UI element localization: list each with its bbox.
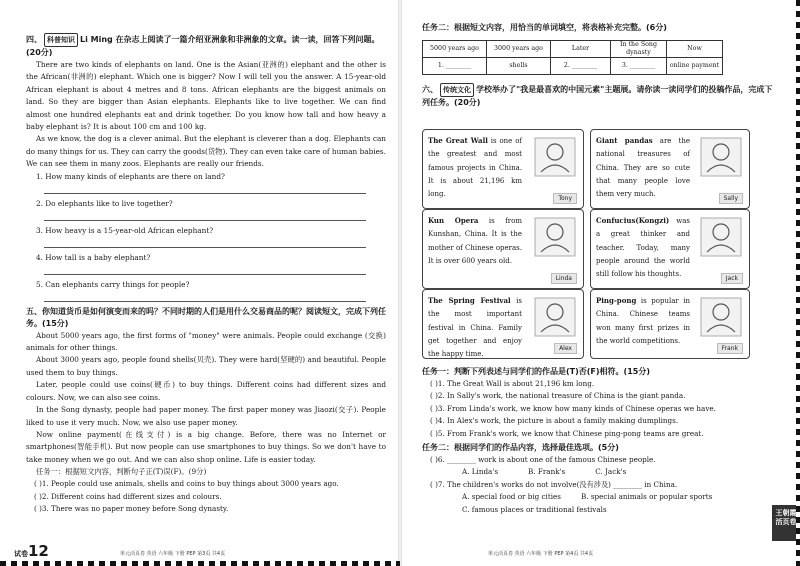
tf-item: ( )3. There was no paper money before Song dynasty. [34,503,229,513]
tf-item: ( )1. People could use animals, shells and coins to buy things about 3000 years ago. [34,479,339,489]
section5-task1: 任务一：根据短文内容，判断句子正(T)误(F)。(9分) [36,467,207,477]
question: 4. How tall is a baby elephant? [36,252,151,262]
section4-questions [26,171,386,302]
table-header-cell: 5000 years ago [423,41,487,58]
mc-option: B. special animals or popular sports [580,492,713,502]
right-dash-bar [796,0,800,566]
student-name: Alex [554,343,577,354]
card-title: Giant pandas [596,136,653,145]
section6-task2: 任务二：根据同学们的作品内容，选择最佳选项。(5分) [422,443,619,453]
page-badge: 试卷12 [14,542,49,560]
section6-tag: 传统文化 [440,83,474,97]
card-title: Ping-pong [596,296,637,305]
passage-paragraph: There are two kinds of elephants on land. One is the Asian(亚洲的) elephant and the other is the African(非洲的) elephant. Which one is bigger? Now I will tell you the answer. A 15-year-old African elephant is about 4 metres and 8 tons. African elephants are the biggest animals on land. So they are bigger than Asian elephants. Elephants like to live together. We can find almost one hundred elephants eat and drink together. Do you know how tall and how heavy a baby elephant is? It is about 100 cm and 100 kg. [26,60,386,132]
student-name: Frank [717,343,743,354]
student-card [422,209,584,289]
card-text [428,134,522,201]
tf-item: ( )2. In Sally's work, the national treasure of China is the giant panda. [430,391,686,401]
card-body: is popular in China. Chinese teams won many first prizes in the world competitions. [596,297,690,345]
section5-passage [26,330,386,466]
student-name: Sally [719,193,743,204]
right-footer: 单元活页卷 英语 六年级 下册 PEP 第4页 共4页 [488,551,594,557]
card-body: is the most important festival in China. Family get together and enjoy the happy time. [428,297,522,359]
section4-tag: 科普知识 [44,33,78,47]
card-title: Kun Opera [428,216,479,225]
tf-item: ( )2. Different coins had different sizes and colours. [34,491,222,501]
question: 2. Do elephants like to live together? [36,198,173,208]
mc-question-7: ( )7. The children's works do not involve(没有涉及) ________ in China. [430,479,678,489]
side-brand-label: 王朝霞 活页卷 [772,505,800,541]
question: 1. How many kinds of elephants are there on land? [36,171,225,181]
card-text [428,294,522,361]
section5-tf-list [26,478,386,515]
passage-paragraph: In the Song dynasty, people had paper money. The first paper money was Jiaozi(交子). People liked to use it very much. Now, we also use paper money. [26,405,386,427]
section4-heading: 四、 科普知识 Li Ming 在杂志上阅读了一篇介绍亚洲象和非洲象的文章。读一读，回答下列问题。(20分) [26,35,380,57]
confucius-icon [699,216,743,258]
student-name: Tony [553,193,577,204]
card-body: is from Kunshan, China. It is the mother of Chinese operas. It is over 600 years old. [428,217,522,265]
mc-question-6: ( )6. ________ work is about one of the famous Chinese people. [430,455,656,465]
passage-paragraph: About 3000 years ago, people found shells(贝壳). They were hard(坚硬的) and beautiful. People used them to buy things. [26,355,386,377]
card-title: The Great Wall [428,136,488,145]
answer-line [44,264,366,275]
card-text [596,294,690,348]
tf-item: ( )1. The Great Wall is about 21,196 km long. [430,379,595,388]
table-header-cell: Now [667,41,723,58]
answer-line [44,210,366,221]
opera-icon [533,216,577,258]
table-cell: shells [487,58,551,75]
great-wall-icon [533,136,577,178]
task2-heading: 任务二：根据短文内容，用恰当的单词填空，将表格补充完整。(6分) [422,23,667,32]
table-cell: online payment [667,58,723,75]
mc-option: B. Frank's [528,467,566,477]
table-cell: 3. ________ [611,58,667,75]
section6-task1: 任务一：判断下列表述与同学们的作品是(T)否(F)相符。(15分) [422,367,650,376]
panda-icon [699,136,743,178]
answer-line [44,183,366,194]
mc-option: C. famous places or traditional festivals [462,504,607,514]
passage-paragraph: About 5000 years ago, the first forms of "money" were animals. People could exchange (交换) animals for other things. [26,330,386,353]
table-cell: 1. ________ [423,58,487,75]
section5-heading: 五、你知道货币是如何演变而来的吗？不同时期的人们是用什么交易商品的呢？阅读短文，完成下列任务。(15分) [26,306,386,328]
card-text [596,214,690,281]
section6-tasks [422,366,780,516]
card-text [596,134,690,201]
answer-line [44,291,366,302]
student-name: Jack [721,273,743,284]
card-title: Confucius(Kongzi) [596,216,670,225]
table-header-cell: 3000 years ago [487,41,551,58]
tf-item: ( )5. From Frank's work, we know that Chinese ping-pong teams are great. [430,428,704,438]
mc-option: A. Linda's [462,467,499,477]
tf-item: ( )3. From Linda's work, we know how many kinds of Chinese operas we have. [430,403,716,413]
card-body: was a great thinker and teacher. Today, many people around the world still follow his thoughts. [596,217,690,279]
card-body: is one of the greatest and most famous projects in China. It is about 21,196 km long. [428,137,522,199]
tf-item: ( )4. In Alex's work, the picture is about a family making dumplings. [430,416,679,426]
answer-line [44,237,366,248]
table-cell: 2. ________ [551,58,611,75]
table-header-cell: Later [551,41,611,58]
ping-pong-icon [699,296,743,338]
mc-option: A. special food or big cities [462,492,561,502]
student-name: Linda [551,273,577,284]
money-table [422,40,723,75]
question: 3. How heavy is a 15-year-old African elephant? [36,225,214,235]
card-text [428,214,522,268]
student-card [590,209,750,289]
table-header-cell: In the Song dynasty [611,41,667,58]
student-card [422,289,584,359]
student-card [422,129,584,209]
card-body: are the national treasures of China. They are so cute that many people love them very much. [596,137,691,199]
passage-paragraph: Later, people could use coins(硬币) to buy things. Different coins had different sizes and colours. Now, we can also see coins. [26,380,386,402]
passage-paragraph: Now online payment(在线支付) is a big change. Before, there was no Internet or smartphones(智能手机). But now people can use smartphones to buy things. So we don't have to take money when we go out. And we can also shop online. Life is easier today. [26,429,386,464]
left-footer: 单元活页卷 英语 六年级 下册 PEP 第3页 共4页 [120,551,226,557]
section6-heading: 六、 传统文化 学校举办了"我是最喜欢的中国元素"主题展。请你读一读同学们的投稿作品，完成下列任务。(20分) [422,85,773,107]
passage-paragraph: As we know, the dog is a clever animal. But the elephant is cleverer than a dog. Elephants can do many things for us. They can carry the goods(货物). They can even take care of human babies. We can see them in many zoos. Elephants are really our friends. [26,134,386,169]
card-title: The Spring Festival [428,296,511,305]
student-card [590,289,750,359]
section4-passage [26,59,386,171]
spring-festival-icon [533,296,577,338]
question: 5. Can elephants carry things for people? [36,279,190,289]
student-card [590,129,750,209]
bottom-dash-bar [0,561,400,566]
mc-option: C. Jack's [595,467,627,477]
